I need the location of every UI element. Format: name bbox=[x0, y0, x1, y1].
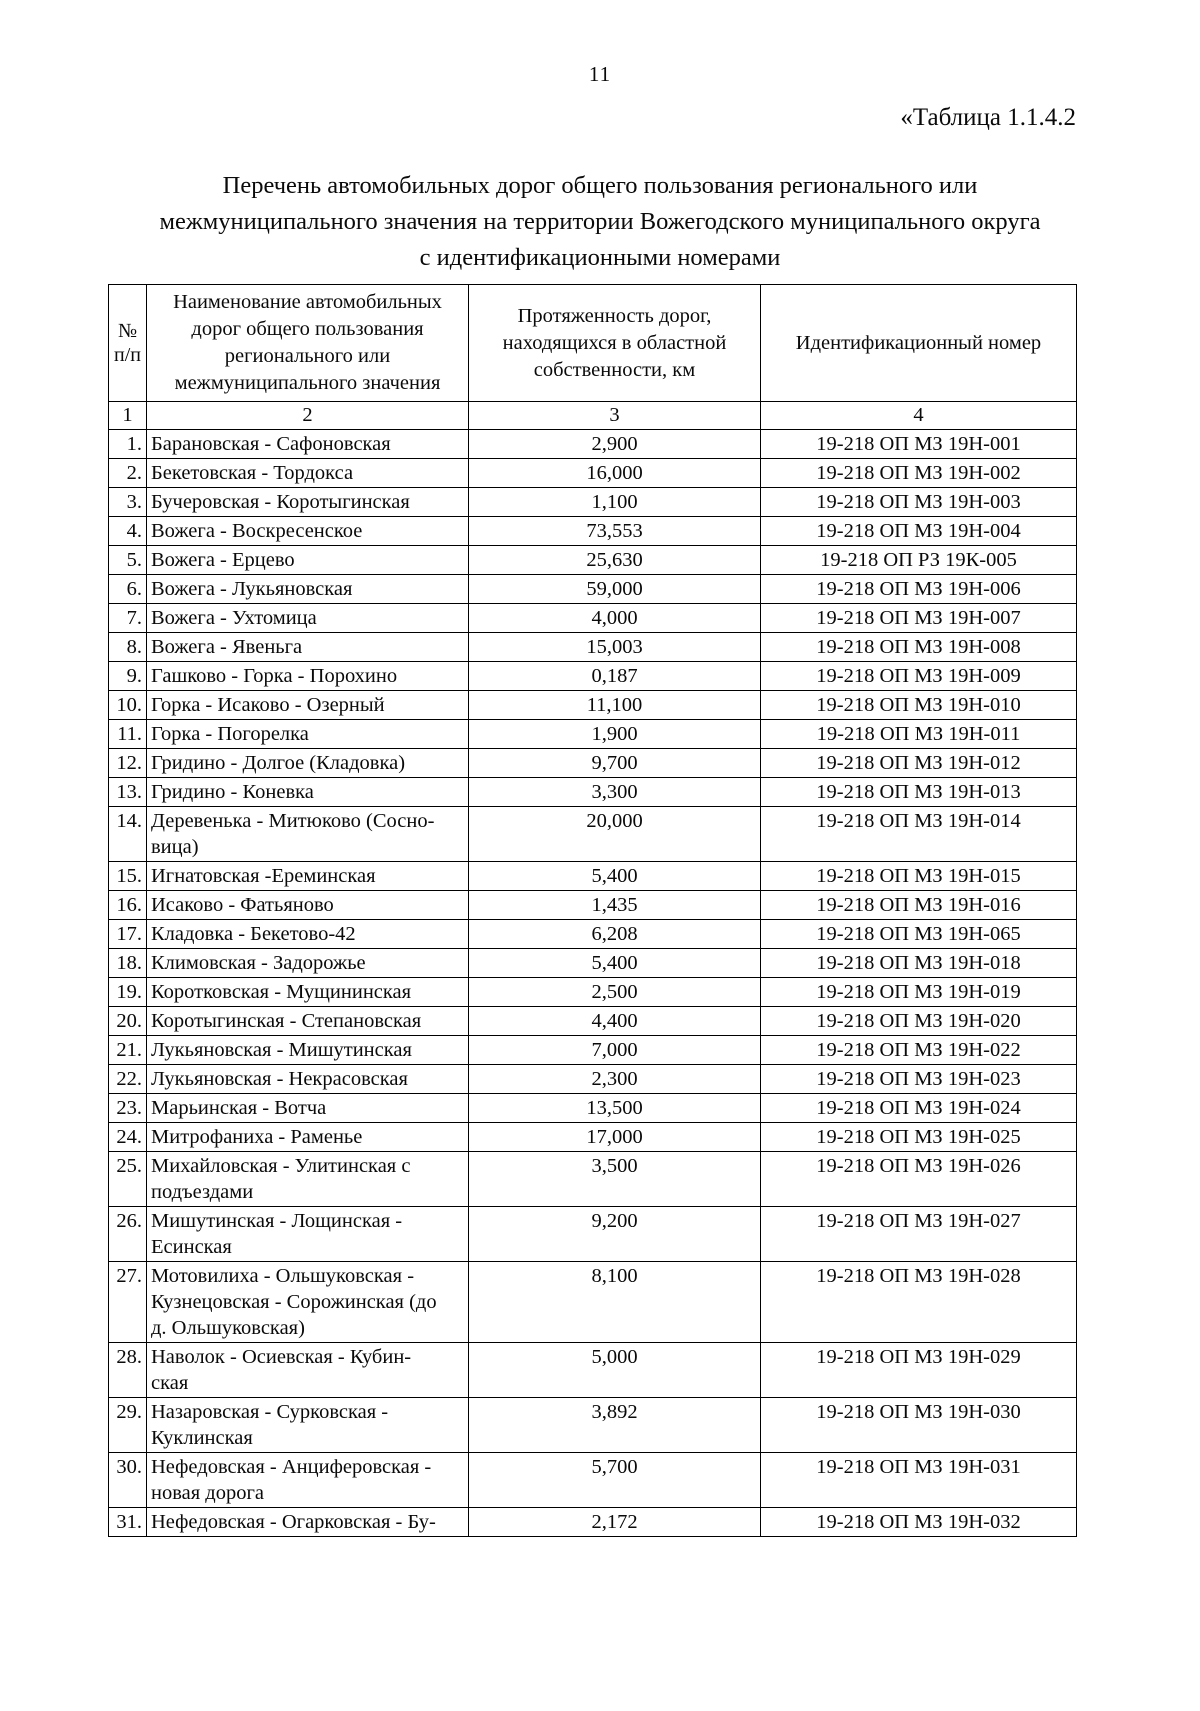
row-identification-number: 19-218 ОП МЗ 19Н-002 bbox=[761, 459, 1077, 488]
row-road-name: Мотовилиха - Ольшуковская - Кузнецовская - Сорожинская (до д. Ольшуковская) bbox=[147, 1262, 469, 1343]
table-row bbox=[109, 920, 1077, 949]
column-number-2: 2 bbox=[147, 402, 469, 430]
row-number: 30. bbox=[109, 1453, 147, 1508]
row-identification-number: 19-218 ОП МЗ 19Н-018 bbox=[761, 949, 1077, 978]
row-number: 7. bbox=[109, 604, 147, 633]
column-number-3: 3 bbox=[469, 402, 761, 430]
row-number: 25. bbox=[109, 1152, 147, 1207]
row-identification-number: 19-218 ОП МЗ 19Н-009 bbox=[761, 662, 1077, 691]
row-number: 16. bbox=[109, 891, 147, 920]
row-road-name: Горка - Исаково - Озерный bbox=[147, 691, 469, 720]
row-road-name: Горка - Погорелка bbox=[147, 720, 469, 749]
row-identification-number: 19-218 ОП МЗ 19Н-006 bbox=[761, 575, 1077, 604]
row-number: 9. bbox=[109, 662, 147, 691]
row-length-km: 1,100 bbox=[469, 488, 761, 517]
row-number: 6. bbox=[109, 575, 147, 604]
row-number: 8. bbox=[109, 633, 147, 662]
row-number: 24. bbox=[109, 1123, 147, 1152]
row-road-name: Вожега - Ерцево bbox=[147, 546, 469, 575]
row-identification-number: 19-218 ОП МЗ 19Н-015 bbox=[761, 862, 1077, 891]
row-road-name: Михайловская - Улитинская с подъездами bbox=[147, 1152, 469, 1207]
column-number-1: 1 bbox=[109, 402, 147, 430]
table-label: «Таблица 1.1.4.2 bbox=[900, 104, 1076, 131]
table-row bbox=[109, 691, 1077, 720]
row-road-name: Барановская - Сафоновская bbox=[147, 430, 469, 459]
row-road-name: Гашково - Горка - Порохино bbox=[147, 662, 469, 691]
table-row bbox=[109, 1036, 1077, 1065]
table-row bbox=[109, 1007, 1077, 1036]
table-row bbox=[109, 459, 1077, 488]
row-number: 23. bbox=[109, 1094, 147, 1123]
column-number-4: 4 bbox=[761, 402, 1077, 430]
row-identification-number: 19-218 ОП МЗ 19Н-014 bbox=[761, 807, 1077, 862]
table-row bbox=[109, 1152, 1077, 1207]
row-identification-number: 19-218 ОП МЗ 19Н-027 bbox=[761, 1207, 1077, 1262]
table-row bbox=[109, 604, 1077, 633]
row-road-name: Деревенька - Митюково (Сосно- вица) bbox=[147, 807, 469, 862]
row-length-km: 20,000 bbox=[469, 807, 761, 862]
row-identification-number: 19-218 ОП МЗ 19Н-013 bbox=[761, 778, 1077, 807]
row-road-name: Исаково - Фатьяново bbox=[147, 891, 469, 920]
row-identification-number: 19-218 ОП МЗ 19Н-008 bbox=[761, 633, 1077, 662]
row-length-km: 4,000 bbox=[469, 604, 761, 633]
row-length-km: 8,100 bbox=[469, 1262, 761, 1343]
row-road-name: Вожега - Лукьяновская bbox=[147, 575, 469, 604]
row-road-name: Игнатовская -Ереминская bbox=[147, 862, 469, 891]
row-number: 19. bbox=[109, 978, 147, 1007]
row-length-km: 73,553 bbox=[469, 517, 761, 546]
page-title-line-1: Перечень автомобильных дорог общего пользования регионального или bbox=[222, 172, 978, 199]
row-road-name: Гридино - Коневка bbox=[147, 778, 469, 807]
row-length-km: 2,300 bbox=[469, 1065, 761, 1094]
row-number: 10. bbox=[109, 691, 147, 720]
row-identification-number: 19-218 ОП МЗ 19Н-026 bbox=[761, 1152, 1077, 1207]
table-body bbox=[109, 430, 1077, 1537]
page-title-line-2: межмуниципального значения на территории Вожегодского муниципального округа bbox=[159, 208, 1041, 235]
row-road-name: Кладовка - Бекетово-42 bbox=[147, 920, 469, 949]
row-length-km: 4,400 bbox=[469, 1007, 761, 1036]
row-identification-number: 19-218 ОП МЗ 19Н-020 bbox=[761, 1007, 1077, 1036]
row-number: 1. bbox=[109, 430, 147, 459]
row-road-name: Вожега - Явеньга bbox=[147, 633, 469, 662]
table-row bbox=[109, 1343, 1077, 1398]
row-road-name: Лукьяновская - Мишутинская bbox=[147, 1036, 469, 1065]
row-length-km: 1,900 bbox=[469, 720, 761, 749]
header-number-line-1: № bbox=[117, 320, 138, 342]
row-road-name: Коротковская - Мущининская bbox=[147, 978, 469, 1007]
row-number: 4. bbox=[109, 517, 147, 546]
table-row bbox=[109, 1508, 1077, 1537]
row-road-name: Мишутинская - Лощинская - Есинская bbox=[147, 1207, 469, 1262]
table-row bbox=[109, 862, 1077, 891]
row-number: 27. bbox=[109, 1262, 147, 1343]
row-road-name: Назаровская - Сурковская - Куклинская bbox=[147, 1398, 469, 1453]
row-number: 2. bbox=[109, 459, 147, 488]
row-identification-number: 19-218 ОП МЗ 19Н-030 bbox=[761, 1398, 1077, 1453]
row-identification-number: 19-218 ОП МЗ 19Н-003 bbox=[761, 488, 1077, 517]
row-road-name: Вожега - Воскресенское bbox=[147, 517, 469, 546]
table-header-row bbox=[109, 285, 1077, 402]
roads-table-wrapper bbox=[108, 284, 1076, 1537]
row-road-name: Коротыгинская - Степановская bbox=[147, 1007, 469, 1036]
table-row bbox=[109, 430, 1077, 459]
row-length-km: 5,000 bbox=[469, 1343, 761, 1398]
header-number-line-2: п/п bbox=[114, 344, 141, 366]
row-number: 13. bbox=[109, 778, 147, 807]
table-column-numbers-row bbox=[109, 402, 1077, 430]
row-length-km: 15,003 bbox=[469, 633, 761, 662]
row-length-km: 6,208 bbox=[469, 920, 761, 949]
row-length-km: 59,000 bbox=[469, 575, 761, 604]
row-identification-number: 19-218 ОП МЗ 19Н-011 bbox=[761, 720, 1077, 749]
row-identification-number: 19-218 ОП МЗ 19Н-001 bbox=[761, 430, 1077, 459]
table-row bbox=[109, 1398, 1077, 1453]
row-number: 14. bbox=[109, 807, 147, 862]
table-row bbox=[109, 546, 1077, 575]
row-road-name: Нефедовская - Анциферовская - новая дорога bbox=[147, 1453, 469, 1508]
row-identification-number: 19-218 ОП МЗ 19Н-029 bbox=[761, 1343, 1077, 1398]
table-row bbox=[109, 1065, 1077, 1094]
row-number: 22. bbox=[109, 1065, 147, 1094]
row-identification-number: 19-218 ОП РЗ 19К-005 bbox=[761, 546, 1077, 575]
row-identification-number: 19-218 ОП МЗ 19Н-023 bbox=[761, 1065, 1077, 1094]
row-identification-number: 19-218 ОП МЗ 19Н-016 bbox=[761, 891, 1077, 920]
row-identification-number: 19-218 ОП МЗ 19Н-007 bbox=[761, 604, 1077, 633]
page-title bbox=[100, 168, 1100, 276]
row-road-name: Вожега - Ухтомица bbox=[147, 604, 469, 633]
row-road-name: Бучеровская - Коротыгинская bbox=[147, 488, 469, 517]
header-cell-length: Протяженность дорог, находящихся в областной собственности, км bbox=[469, 285, 761, 402]
header-cell-name: Наименование автомобильных дорог общего пользования регионального или межмуниципального значения bbox=[147, 285, 469, 402]
table-row bbox=[109, 1207, 1077, 1262]
table-row bbox=[109, 1094, 1077, 1123]
row-length-km: 17,000 bbox=[469, 1123, 761, 1152]
row-identification-number: 19-218 ОП МЗ 19Н-019 bbox=[761, 978, 1077, 1007]
row-number: 20. bbox=[109, 1007, 147, 1036]
table-row bbox=[109, 891, 1077, 920]
table-row bbox=[109, 720, 1077, 749]
row-identification-number: 19-218 ОП МЗ 19Н-025 bbox=[761, 1123, 1077, 1152]
row-number: 15. bbox=[109, 862, 147, 891]
row-identification-number: 19-218 ОП МЗ 19Н-022 bbox=[761, 1036, 1077, 1065]
row-identification-number: 19-218 ОП МЗ 19Н-031 bbox=[761, 1453, 1077, 1508]
table-row bbox=[109, 749, 1077, 778]
row-number: 11. bbox=[109, 720, 147, 749]
row-number: 29. bbox=[109, 1398, 147, 1453]
table-head bbox=[109, 285, 1077, 430]
row-road-name: Марьинская - Вотча bbox=[147, 1094, 469, 1123]
row-number: 31. bbox=[109, 1508, 147, 1537]
row-length-km: 25,630 bbox=[469, 546, 761, 575]
row-length-km: 3,300 bbox=[469, 778, 761, 807]
row-road-name: Бекетовская - Тордокса bbox=[147, 459, 469, 488]
row-length-km: 3,500 bbox=[469, 1152, 761, 1207]
row-number: 5. bbox=[109, 546, 147, 575]
row-number: 18. bbox=[109, 949, 147, 978]
row-identification-number: 19-218 ОП МЗ 19Н-065 bbox=[761, 920, 1077, 949]
row-identification-number: 19-218 ОП МЗ 19Н-010 bbox=[761, 691, 1077, 720]
header-cell-ident: Идентификационный номер bbox=[761, 285, 1077, 402]
row-length-km: 11,100 bbox=[469, 691, 761, 720]
row-length-km: 16,000 bbox=[469, 459, 761, 488]
row-road-name: Нефедовская - Огарковская - Бу- bbox=[147, 1508, 469, 1537]
row-length-km: 0,187 bbox=[469, 662, 761, 691]
table-row bbox=[109, 662, 1077, 691]
row-length-km: 5,700 bbox=[469, 1453, 761, 1508]
row-identification-number: 19-218 ОП МЗ 19Н-024 bbox=[761, 1094, 1077, 1123]
row-length-km: 9,200 bbox=[469, 1207, 761, 1262]
row-length-km: 2,500 bbox=[469, 978, 761, 1007]
table-row bbox=[109, 1123, 1077, 1152]
row-identification-number: 19-218 ОП МЗ 19Н-032 bbox=[761, 1508, 1077, 1537]
row-road-name: Гридино - Долгое (Кладовка) bbox=[147, 749, 469, 778]
row-length-km: 9,700 bbox=[469, 749, 761, 778]
table-row bbox=[109, 807, 1077, 862]
page-title-line-3: с идентификационными номерами bbox=[419, 244, 781, 271]
table-row bbox=[109, 517, 1077, 546]
row-length-km: 1,435 bbox=[469, 891, 761, 920]
row-road-name: Митрофаниха - Раменье bbox=[147, 1123, 469, 1152]
table-row bbox=[109, 488, 1077, 517]
table-row bbox=[109, 949, 1077, 978]
row-length-km: 2,172 bbox=[469, 1508, 761, 1537]
row-length-km: 3,892 bbox=[469, 1398, 761, 1453]
page-number: 11 bbox=[588, 62, 612, 86]
row-number: 21. bbox=[109, 1036, 147, 1065]
table-row bbox=[109, 778, 1077, 807]
row-length-km: 5,400 bbox=[469, 862, 761, 891]
row-number: 12. bbox=[109, 749, 147, 778]
table-row bbox=[109, 575, 1077, 604]
roads-table bbox=[108, 284, 1077, 1537]
row-road-name: Наволок - Осиевская - Кубин- ская bbox=[147, 1343, 469, 1398]
row-length-km: 7,000 bbox=[469, 1036, 761, 1065]
row-number: 26. bbox=[109, 1207, 147, 1262]
table-row bbox=[109, 1262, 1077, 1343]
row-length-km: 13,500 bbox=[469, 1094, 761, 1123]
table-row bbox=[109, 633, 1077, 662]
row-number: 3. bbox=[109, 488, 147, 517]
row-number: 28. bbox=[109, 1343, 147, 1398]
table-row bbox=[109, 978, 1077, 1007]
row-identification-number: 19-218 ОП МЗ 19Н-012 bbox=[761, 749, 1077, 778]
header-cell-number bbox=[109, 285, 147, 402]
row-road-name: Лукьяновская - Некрасовская bbox=[147, 1065, 469, 1094]
row-length-km: 2,900 bbox=[469, 430, 761, 459]
table-row bbox=[109, 1453, 1077, 1508]
row-identification-number: 19-218 ОП МЗ 19Н-028 bbox=[761, 1262, 1077, 1343]
row-identification-number: 19-218 ОП МЗ 19Н-004 bbox=[761, 517, 1077, 546]
row-number: 17. bbox=[109, 920, 147, 949]
row-length-km: 5,400 bbox=[469, 949, 761, 978]
row-road-name: Климовская - Задорожье bbox=[147, 949, 469, 978]
